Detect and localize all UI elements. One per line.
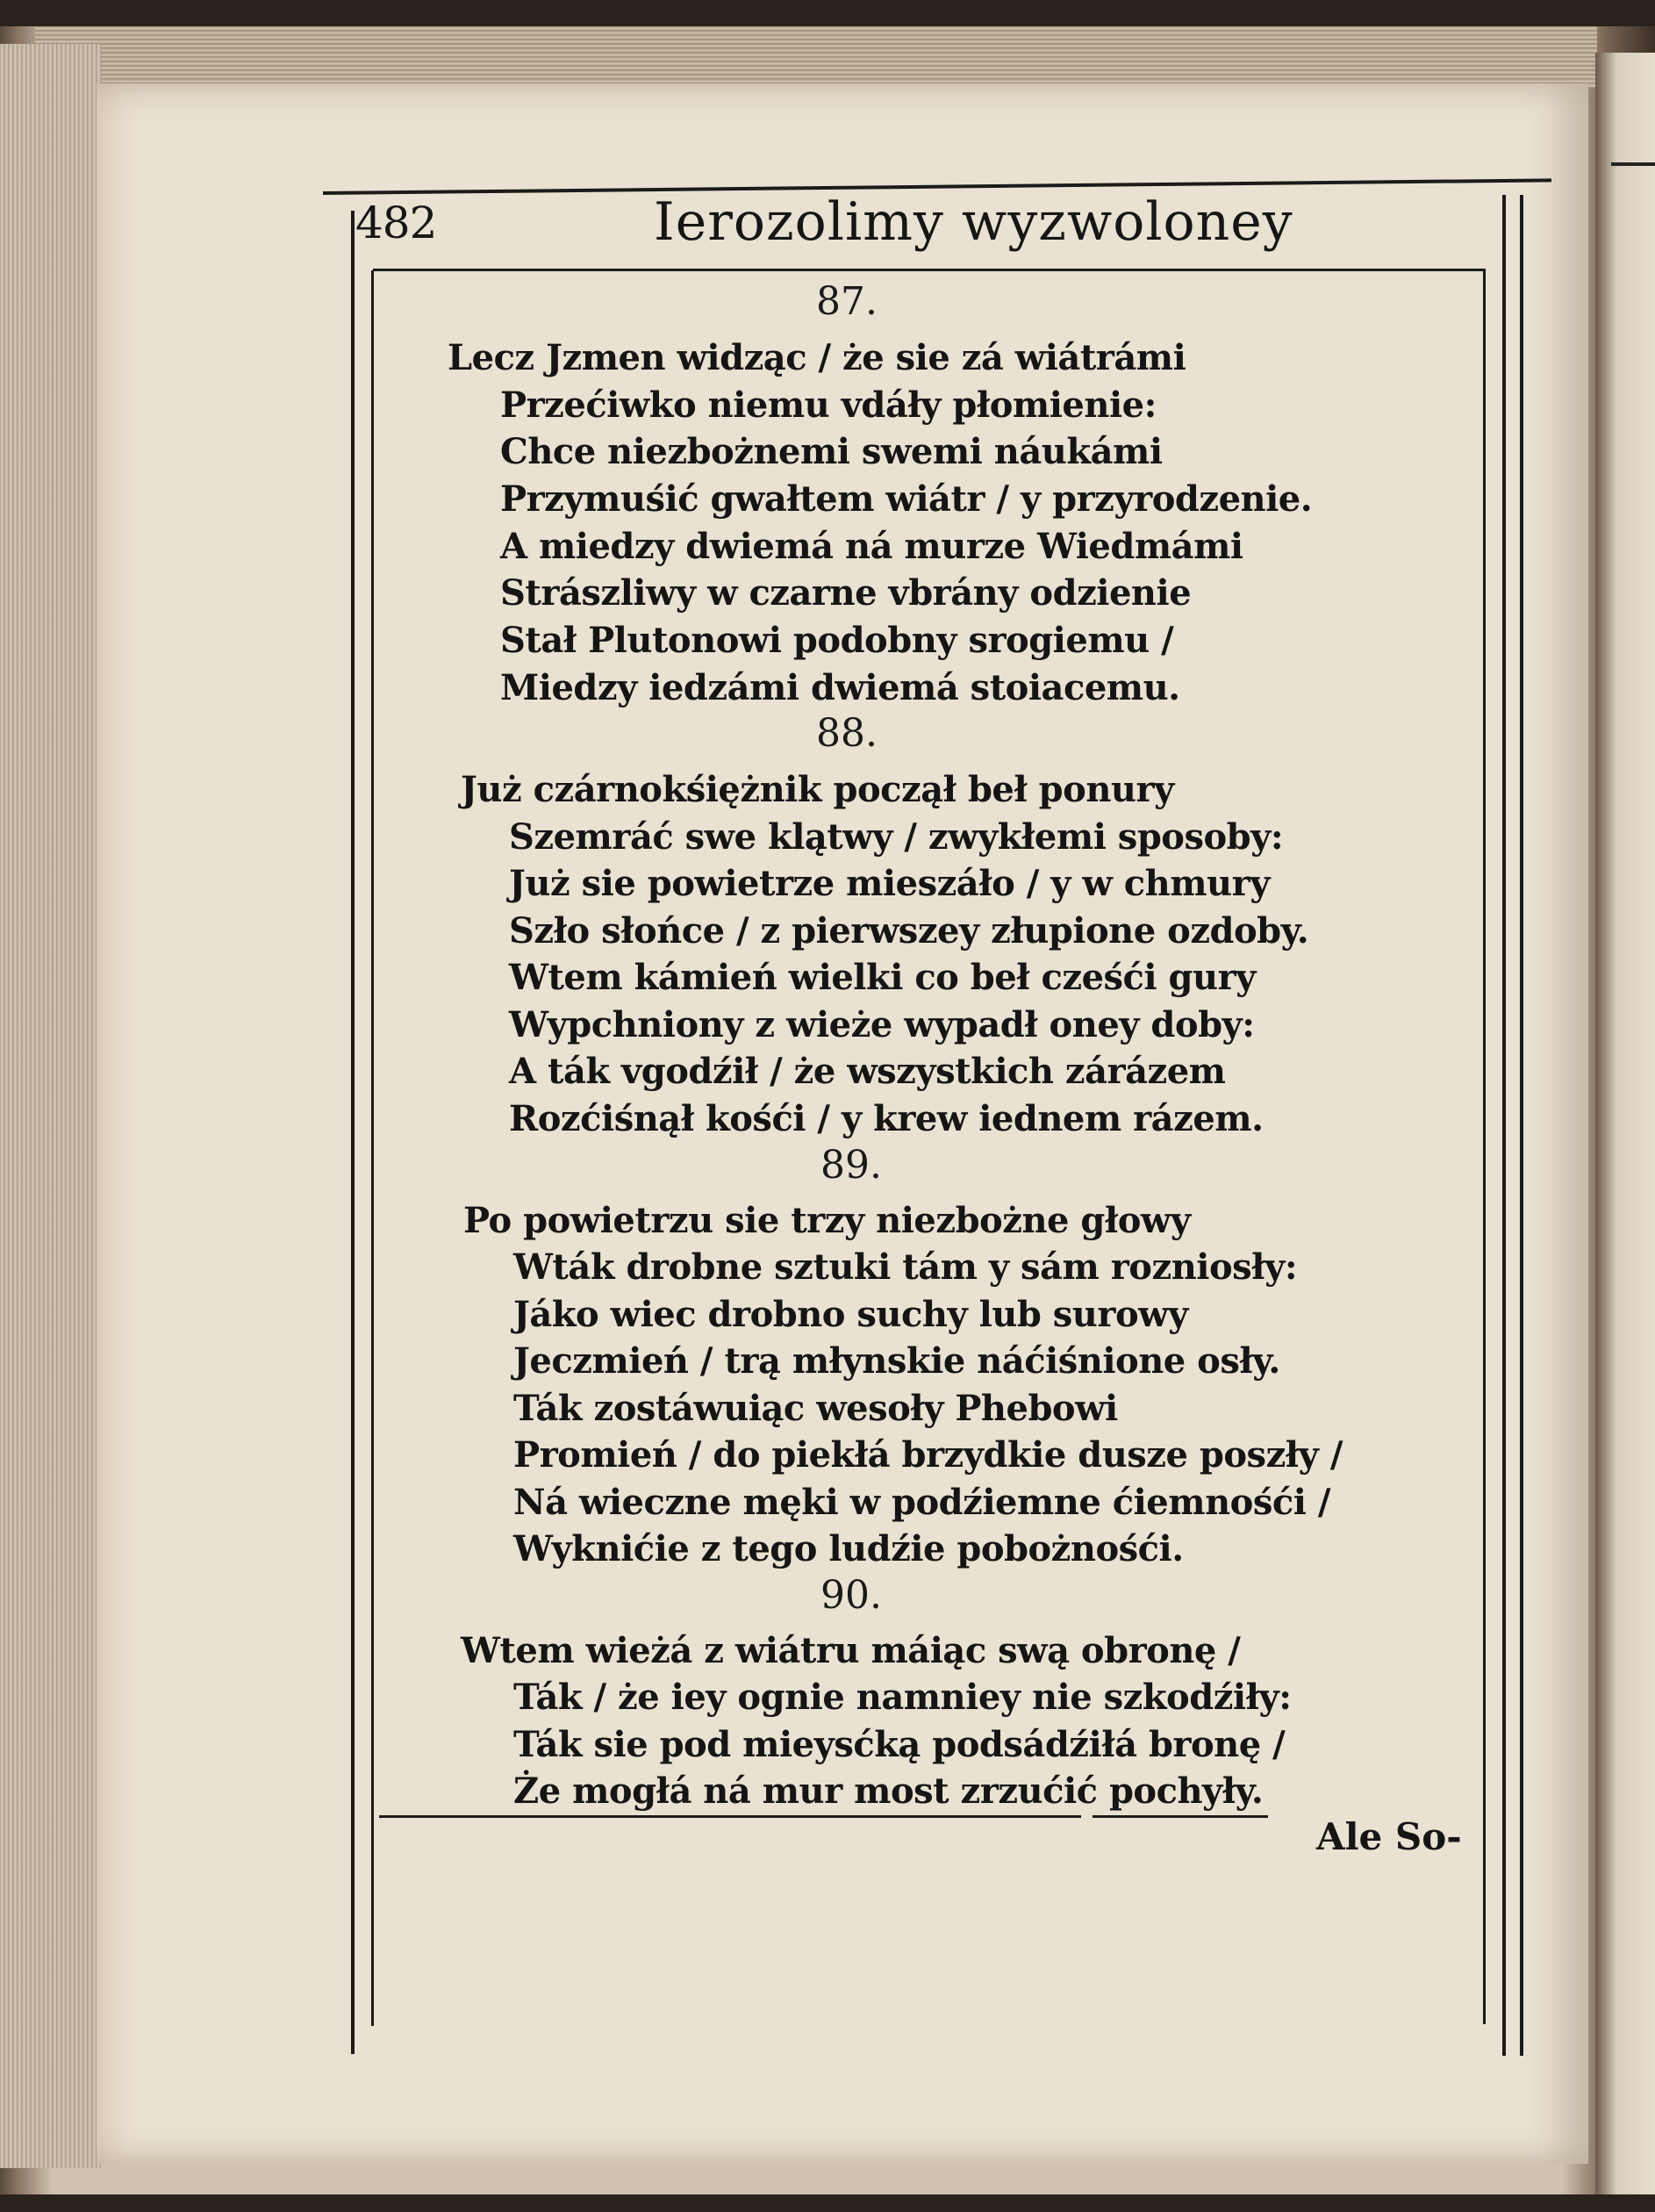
- stanza-number: 88.: [816, 711, 878, 756]
- page-stack-top: [35, 26, 1597, 88]
- running-title: Ierozolimy wyzwoloney: [654, 191, 1293, 253]
- verse-line: Wyknićie z tego ludźie pobożnośći.: [513, 1528, 1184, 1569]
- verse-line: Promień / do piekłá brzydkie dusze poszły /: [513, 1434, 1343, 1476]
- verse-line: A miedzy dwiemá ná murze Wiedmámi: [500, 526, 1243, 567]
- right-inner-rule: [1520, 195, 1523, 2056]
- verse-line: Stał Plutonowi podobny srogiemu /: [500, 620, 1174, 661]
- verse-line: Rozćiśnął kośći / y krew iednem rázem.: [509, 1098, 1264, 1139]
- verse-line: Przećiwko niemu vdáły płomienie:: [500, 384, 1157, 426]
- verse-line: Jáko wiec drobno suchy lub surowy: [513, 1294, 1188, 1335]
- verse-line: Chce niezbożnemi swemi náukámi: [500, 431, 1163, 472]
- verse-line: Ták / że iey ognie namniey nie szkodźiły:: [513, 1677, 1292, 1718]
- verse-line: Szemráć swe klątwy / zwykłemi sposoby:: [509, 816, 1284, 858]
- verse-line: Ták sie pod mieysćką podsádźiłá bronę /: [513, 1724, 1286, 1765]
- verse-line: Ná wieczne męki w podźiemne ćiemnośći /: [513, 1482, 1330, 1523]
- left-outer-rule: [351, 211, 355, 2054]
- right-text-rule: [1483, 269, 1486, 2024]
- verse-line: Przymuśić gwałtem wiátr / y przyrodzenie.: [500, 478, 1313, 520]
- verse-line: Lecz Jzmen widząc / że sie zá wiátrámi: [448, 337, 1186, 378]
- verse-line: Że mogłá ná mur most zrzućić pochyły.: [513, 1770, 1264, 1812]
- verse-line: Wtem wieżá z wiátru máiąc swą obronę /: [461, 1630, 1241, 1671]
- facing-page: [1595, 53, 1655, 2194]
- header-rule: [373, 269, 1483, 271]
- verse-line: Po powietrzu sie trzy niezbożne głowy: [463, 1200, 1191, 1241]
- verse-line: Wták drobne sztuki tám y sám rozniosły:: [513, 1246, 1298, 1288]
- verse-line: A ták vgodźił / że wszystkich zárázem: [509, 1051, 1226, 1092]
- catchword: Ale So-: [1316, 1815, 1462, 1858]
- verse-line: Szło słońce / z pierwszey złupione ozdoby.: [509, 910, 1309, 952]
- verse-line: Już czárnokśiężnik począł beł ponury: [461, 769, 1174, 810]
- verse-line: Ták zostáwuiąc wesoły Phebowi: [513, 1388, 1118, 1429]
- facing-page-rule: [1611, 162, 1655, 166]
- page-number: 482: [355, 198, 437, 248]
- bottom-rule-right: [1093, 1815, 1268, 1818]
- right-outer-rule: [1502, 195, 1506, 2056]
- stanza-number: 90.: [820, 1573, 882, 1618]
- stanza-number: 87.: [816, 279, 878, 324]
- verse-line: Już sie powietrze mieszáło / y w chmury: [509, 863, 1270, 904]
- verse-line: Miedzy iedzámi dwiemá stoiacemu.: [500, 667, 1180, 708]
- left-inner-rule: [371, 270, 374, 2026]
- verse-line: Wypchniony z wieże wypadł oney doby:: [509, 1004, 1255, 1045]
- verse-line: Strászliwy w czarne vbrány odzienie: [500, 572, 1192, 614]
- bottom-rule: [379, 1815, 1081, 1818]
- page-stack-left: [0, 44, 101, 2168]
- stanza-number: 89.: [820, 1143, 882, 1188]
- verse-line: Wtem kámień wielki co beł cześći gury: [509, 957, 1256, 998]
- verse-line: Jeczmień / trą młynskie náćiśnione osły.: [513, 1340, 1280, 1382]
